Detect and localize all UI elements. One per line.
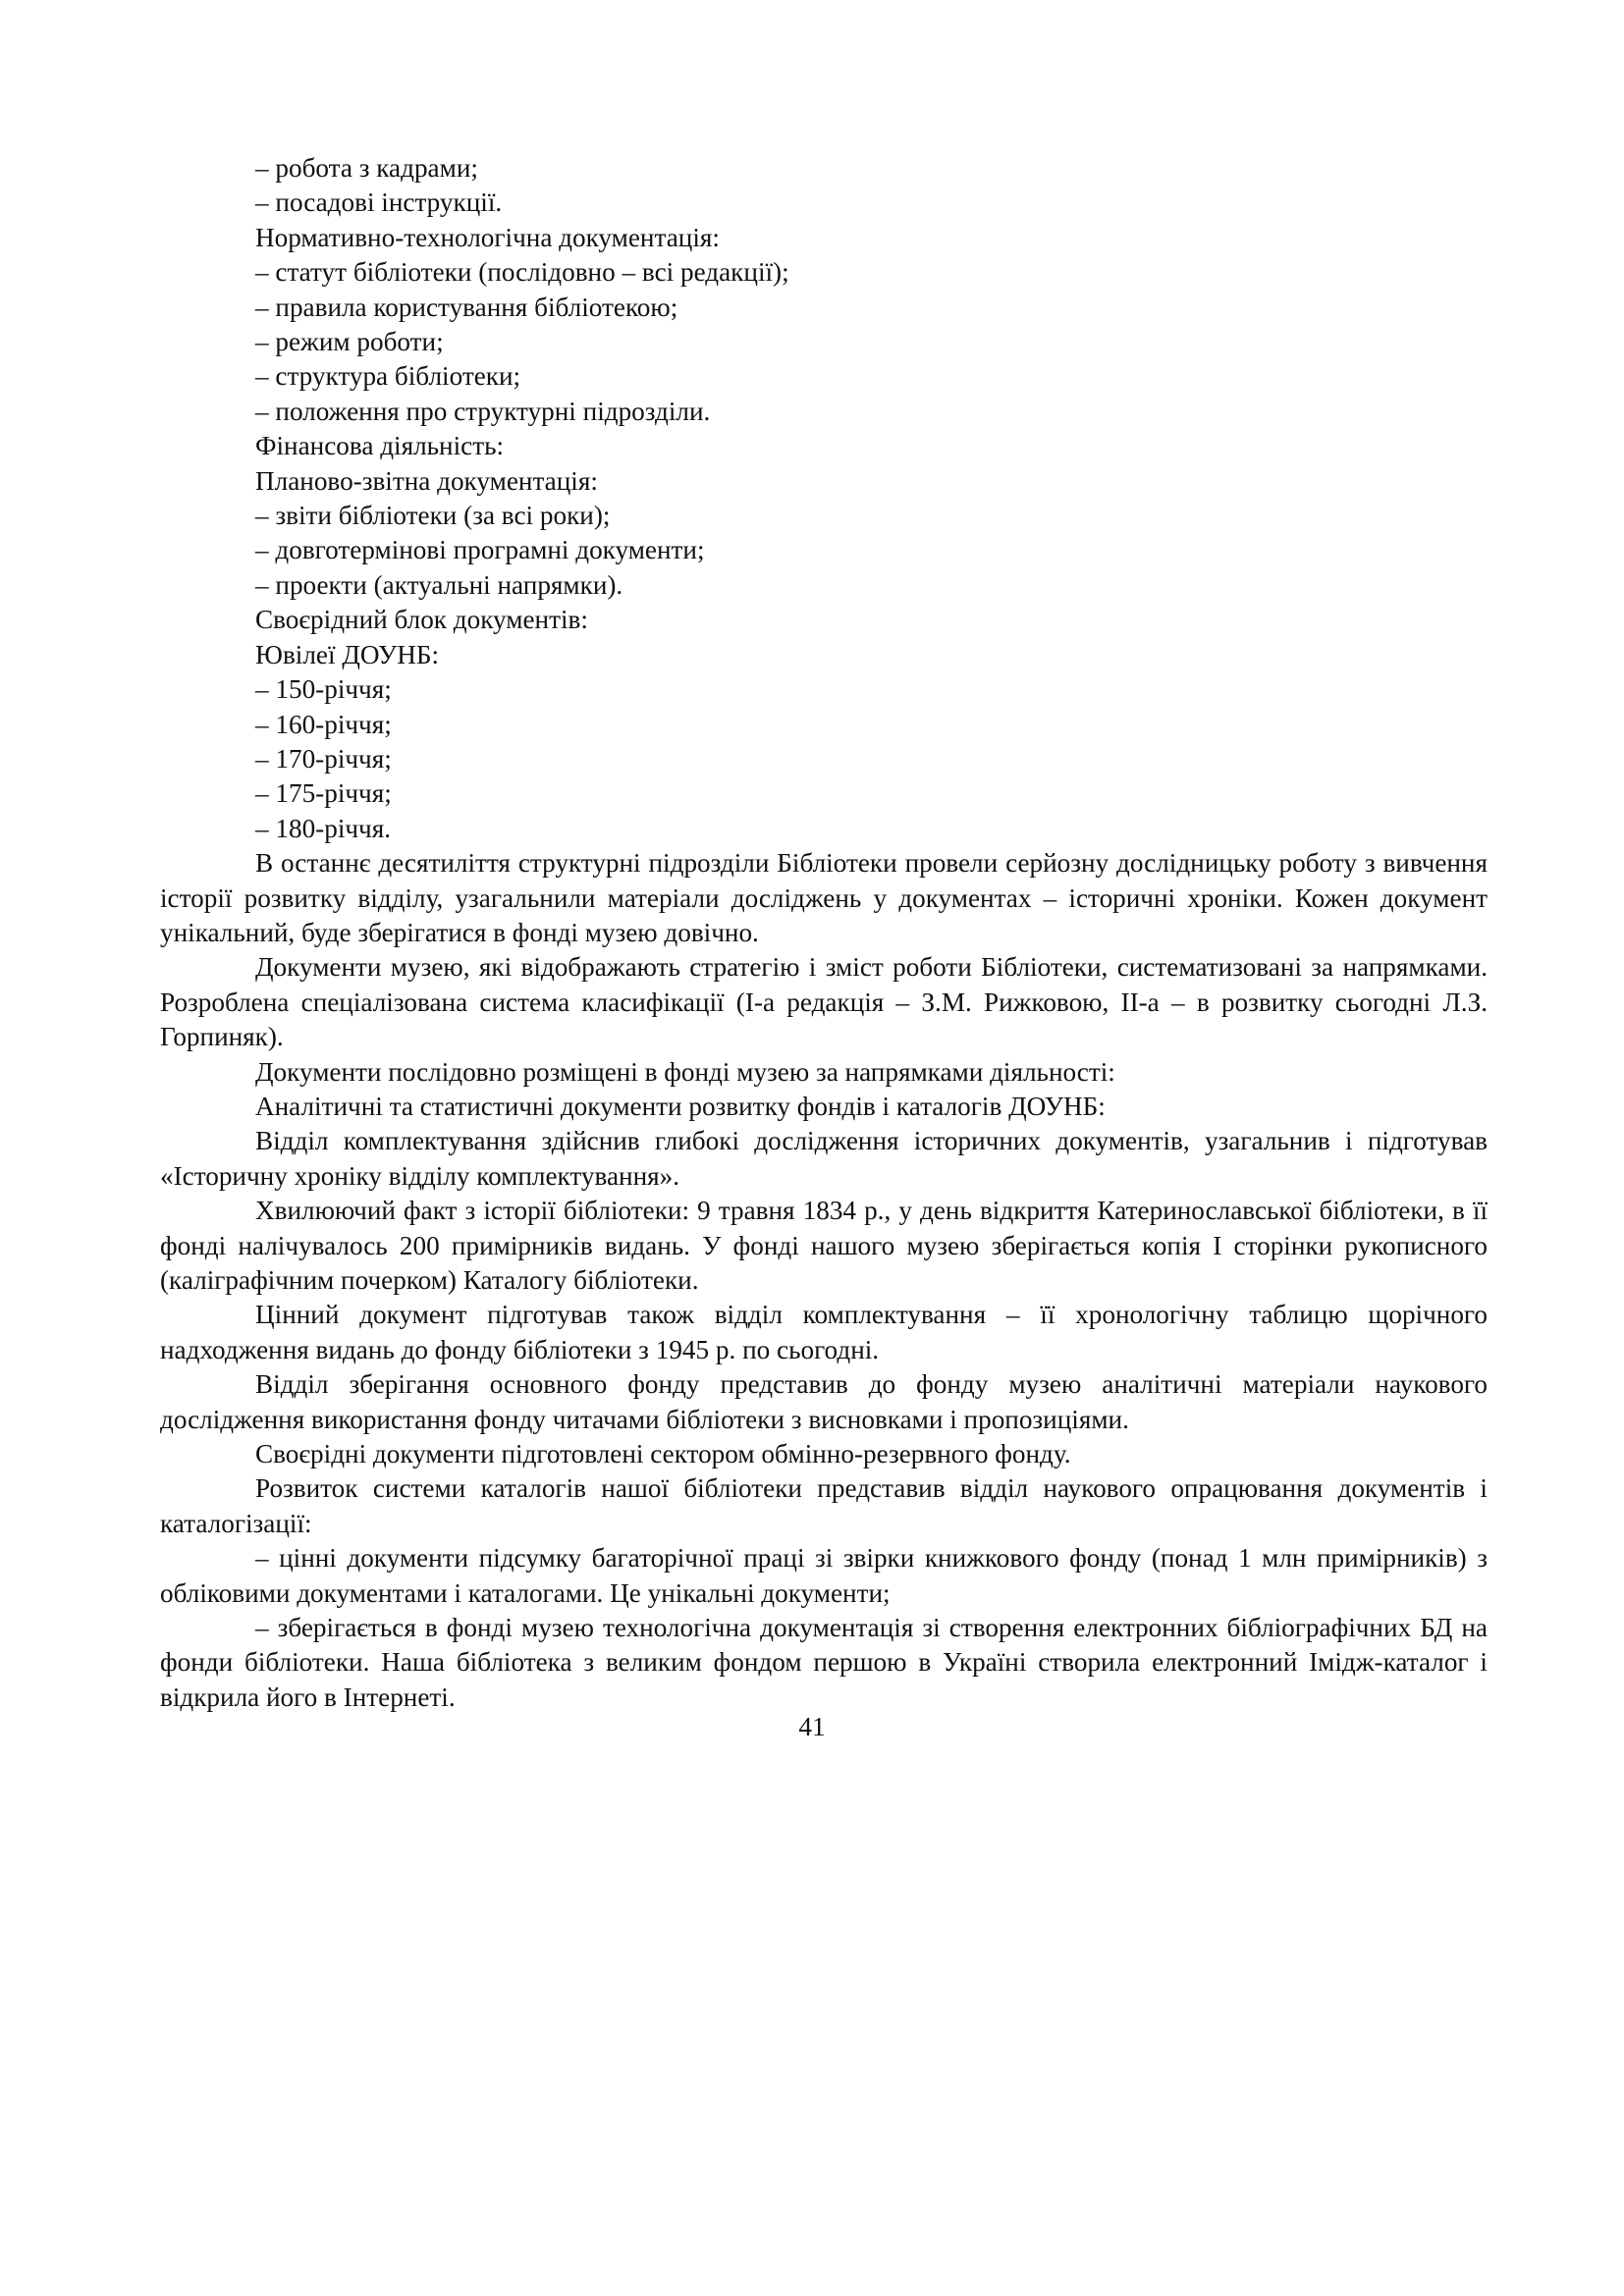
body-paragraph: – цінні документи підсумку багаторічної праці зі звірки книжкового фонду (понад 1 млн примірників) з обліковими документами і каталогами. Це унікальні документи; [160,1543,1488,1608]
body-paragraph: Аналітичні та статистичні документи розвитку фондів і каталогів ДОУНБ: [255,1091,1106,1121]
body-paragraph: Документи послідовно розміщені в фонді музею за напрямками діяльності: [255,1056,1115,1087]
section-heading: Планово-звітна документація: [255,465,598,496]
body-paragraph: Розвиток системи каталогів нашої бібліотеки представив відділ наукового опрацювання документів і каталогізації: [160,1473,1488,1538]
body-paragraph: Цінний документ підготував також відділ комплектування – її хронологічну таблицю щорічного надходження видань до фонду бібліотеки з 1945 р. по сьогодні. [160,1300,1488,1364]
list-line: – правила користування бібліотекою; [255,292,678,322]
body-paragraph: Відділ комплектування здійснив глибокі дослідження історичних документів, узагальнив і підготував «Історичну хроніку відділу комплектування». [160,1126,1488,1191]
body-paragraph: Своєрідні документи підготовлені сектором обмінно-резервного фонду. [255,1439,1071,1469]
list-line: – статут бібліотеки (послідовно – всі редакції); [255,257,789,288]
body-paragraph: Документи музею, які відображають стратегію і зміст роботи Бібліотеки, систематизовані за напрямками. Розроблена спеціалізована система класифікації (I-а редакція – З.М. Рижковою, II-а – в розвитку сьогодні Л.З. Горпиняк). [160,952,1488,1052]
body-paragraph: Хвилюючий факт з історії бібліотеки: 9 травня 1834 р., у день відкриття Катеринославської бібліотеки, в її фонді налічувалось 200 примірників видань. У фонді нашого музею зберігається копія I сторінки рукописного (каліграфічним почерком) Каталогу бібліотеки. [160,1196,1488,1295]
page-number: 41 [798,1712,826,1741]
list-line: – 160-річчя; [255,709,392,739]
page-body [160,151,1488,1715]
section-heading: Фінансова діяльність: [255,431,505,461]
body-paragraph: – зберігається в фонді музею технологічна документація зі створення електронних бібліографічних БД на фонди бібліотеки. Наша бібліотека з великим фондом першою в Україні створила електронний Імідж-каталог і відкрила його в Інтернеті. [160,1613,1488,1712]
list-line: – положення про структурні підрозділи. [255,396,711,426]
list-line: – робота з кадрами; [255,153,478,183]
section-heading: Ювілеї ДОУНБ: [255,639,440,669]
section-heading: Своєрідний блок документів: [255,605,588,635]
list-line: – структура бібліотеки; [255,361,521,392]
list-line: – 175-річчя; [255,778,392,809]
list-line: – довготермінові програмні документи; [255,535,705,565]
list-line: – 180-річчя. [255,813,392,843]
body-paragraph: В останнє десятиліття структурні підрозділи Бібліотеки провели серйозну дослідницьку роботу з вивчення історії розвитку відділу, узагальнили матеріали досліджень у документах – історичні хроніки. Кожен документ унікальний, буде зберігатися в фонді музею довічно. [160,848,1488,947]
list-line: – звіти бібліотеки (за всі роки); [255,501,611,531]
list-line: – 150-річчя; [255,674,392,705]
section-heading: Нормативно-технологічна документація: [255,222,720,252]
body-paragraph: Відділ зберігання основного фонду представив до фонду музею аналітичні матеріали наукового дослідження використання фонду читачами бібліотеки з висновками і пропозиціями. [160,1369,1488,1434]
list-line: – режим роботи; [255,327,444,357]
list-line: – проекти (актуальні напрямки). [255,569,623,600]
list-line: – 170-річчя; [255,743,392,774]
list-line: – посадові інструкції. [255,187,503,218]
